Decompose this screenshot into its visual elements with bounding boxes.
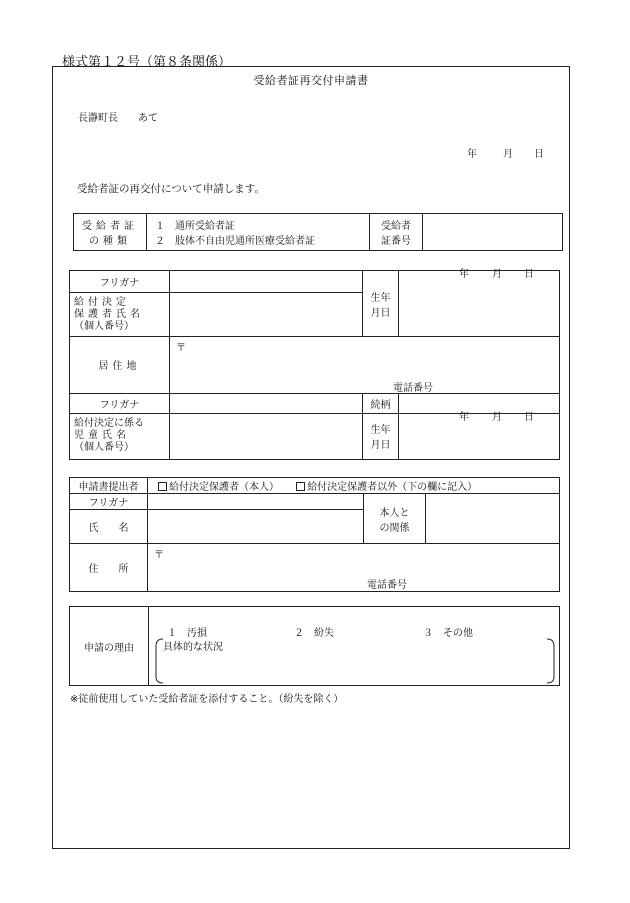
certificate-type-options-cell <box>147 214 370 251</box>
guardian-dob-day: 日 <box>524 269 534 280</box>
reason-option-2[interactable]: ２ 紛失 <box>294 628 334 639</box>
submitter-address-field[interactable] <box>148 544 560 592</box>
guardian-address-field[interactable] <box>170 337 560 393</box>
guardian-furigana-field[interactable] <box>170 271 363 293</box>
submitter-phone-label: 電話番号 <box>367 580 407 591</box>
child-dob-year: 年 <box>459 411 469 423</box>
submitter-name-label: 氏 名 <box>70 510 148 544</box>
reason-detail-label: 具体的な状況 <box>163 642 223 653</box>
checkbox-icon[interactable] <box>158 482 167 491</box>
child-name-label-1: 給付決定に係る <box>74 418 144 430</box>
submitter-relation-label-cell <box>364 494 426 544</box>
guardian-dob-label-cell <box>363 271 399 337</box>
certificate-number-label-1: 受給者 <box>381 221 411 232</box>
guardian-postal-mark: 〒 <box>176 343 186 355</box>
child-name-field[interactable] <box>170 413 363 459</box>
child-dob-field[interactable] <box>399 413 560 459</box>
form-number: 様式第１２号（第８条関係） <box>62 55 232 70</box>
submitter-relation-label-1: 本人と <box>379 507 410 519</box>
submitter-furigana-label: フリガナ <box>70 494 148 510</box>
guardian-phone-label: 電話番号 <box>393 383 433 395</box>
guardian-dob-label-1: 生年 <box>370 292 391 304</box>
certificate-number-label-2: 証番号 <box>381 236 411 247</box>
submitter-relation-label-2: の関係 <box>379 522 410 534</box>
child-name-label-3: （個人番号） <box>74 442 134 454</box>
footnote: ※従前使用していた受給者証を添付すること。（紛失を除く） <box>70 694 344 705</box>
certificate-number-field[interactable] <box>423 214 563 251</box>
submitter-relation-field[interactable] <box>426 494 560 544</box>
guardian-name-label-3: （個人番号） <box>74 320 134 332</box>
request-statement: 受給者証の再交付について申請します。 <box>77 183 265 195</box>
reason-table <box>69 606 560 686</box>
certificate-table <box>73 213 563 251</box>
guardian-dob-field[interactable] <box>399 271 560 337</box>
checkbox-icon[interactable] <box>296 482 305 491</box>
form-title: 受給者証再交付申請書 <box>253 74 369 87</box>
guardian-name-label-cell <box>70 293 170 337</box>
certificate-type-label-1: 受給者証 <box>82 221 138 232</box>
child-dob-day: 日 <box>524 411 534 423</box>
reason-option-3[interactable]: ３ その他 <box>423 628 473 639</box>
date-year-label: 年 <box>467 149 477 160</box>
child-name-label-cell <box>70 413 170 459</box>
guardian-furigana-label: フリガナ <box>70 271 170 293</box>
guardian-child-table <box>69 270 560 460</box>
child-furigana-field[interactable] <box>170 393 363 413</box>
guardian-name-label-2: 保護者氏名 <box>74 308 144 320</box>
addressee: 長瀞町長 あて <box>78 113 158 124</box>
child-dob-month: 月 <box>492 411 502 423</box>
child-relation-label: 続柄 <box>363 393 399 413</box>
guardian-name-field[interactable] <box>170 293 363 337</box>
submitter-option-self[interactable] <box>158 482 279 493</box>
certificate-number-label-cell <box>370 214 423 251</box>
submitter-options-cell <box>148 478 560 494</box>
certificate-type-label-2: の種類 <box>89 236 131 247</box>
submitter-postal-mark: 〒 <box>154 550 164 561</box>
reason-label: 申請の理由 <box>70 607 149 686</box>
child-furigana-label: フリガナ <box>70 393 170 413</box>
guardian-address-label: 居住地 <box>70 337 170 393</box>
detail-brackets[interactable] <box>153 637 559 685</box>
reason-content-cell <box>149 607 560 686</box>
child-relation-field[interactable] <box>399 393 560 413</box>
guardian-dob-year: 年 <box>459 269 469 280</box>
child-dob-label-2: 月日 <box>370 440 391 452</box>
submitter-table <box>69 477 560 592</box>
guardian-dob-label-2: 月日 <box>370 307 391 319</box>
submitter-address-label: 住 所 <box>70 544 148 592</box>
submitter-option-other[interactable] <box>296 482 477 493</box>
guardian-name-label-1: 給付決定 <box>74 296 130 308</box>
certificate-type-label-cell <box>74 214 147 251</box>
child-dob-label-1: 生年 <box>370 425 391 437</box>
certificate-option-2: ２ 肢体不自由児通所医療受給者証 <box>155 236 315 247</box>
guardian-dob-month: 月 <box>492 269 502 280</box>
submitter-label: 申請書提出者 <box>70 478 148 494</box>
submitter-furigana-field[interactable] <box>148 494 364 510</box>
child-name-label-2: 児童氏名 <box>74 430 130 442</box>
date-month-label: 月 <box>503 149 513 160</box>
submitter-option-self-label: 給付決定保護者（本人） <box>169 482 279 493</box>
submitter-name-field[interactable] <box>148 510 364 544</box>
child-dob-label-cell <box>363 413 399 459</box>
certificate-option-1: １ 通所受給者証 <box>155 221 235 232</box>
submitter-option-other-label: 給付決定保護者以外（下の欄に記入） <box>307 482 478 493</box>
date-day-label: 日 <box>534 149 544 160</box>
reason-option-1[interactable]: １ 汚損 <box>167 628 207 639</box>
